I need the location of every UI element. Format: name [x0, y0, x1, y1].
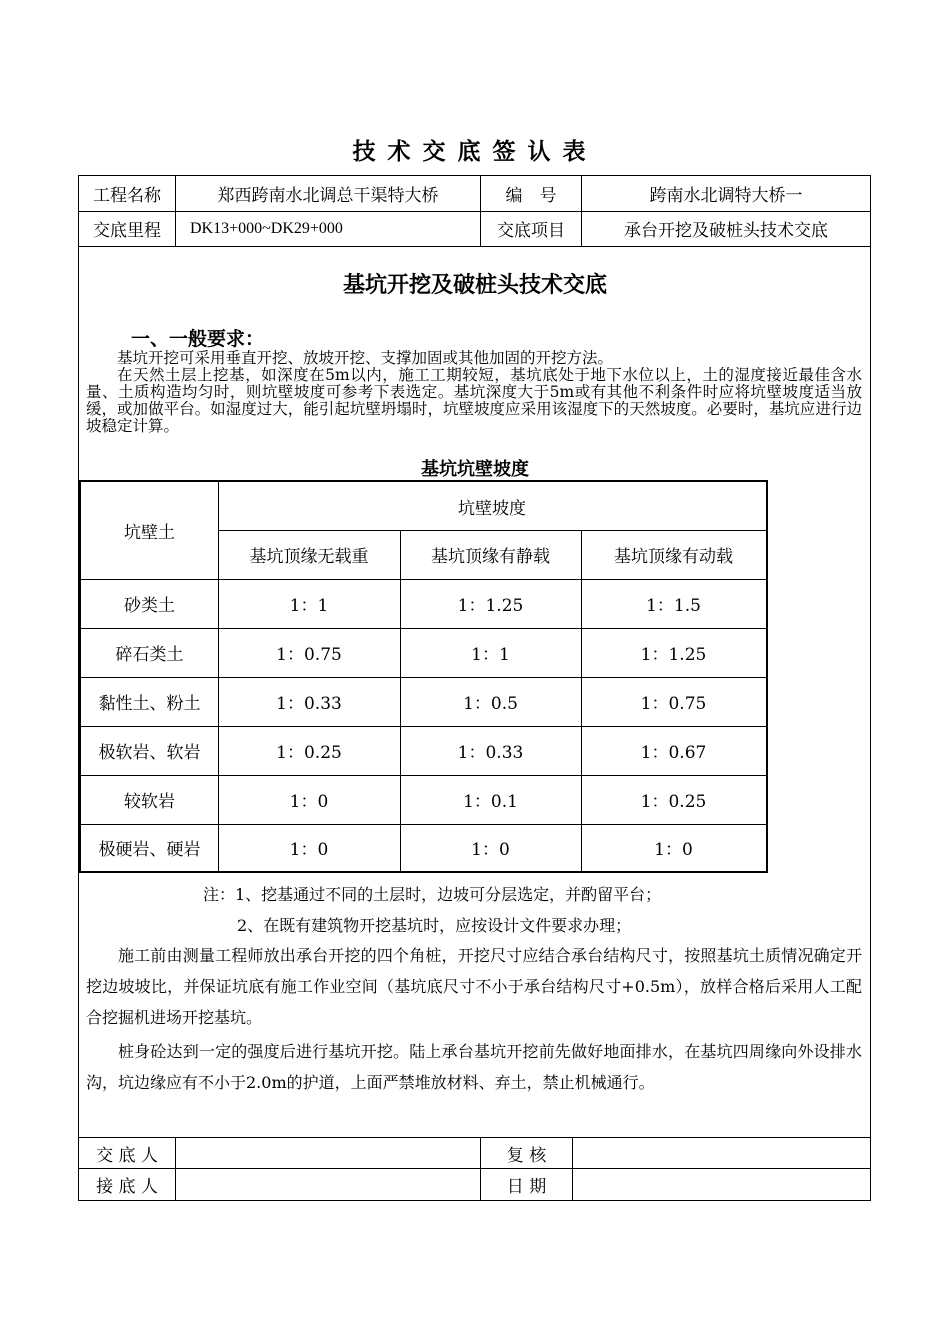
document-title: 技术交底签认表 — [352, 138, 598, 165]
item-value: 承台开挖及破桩头技术交底 — [581, 211, 870, 246]
slope-table-title: 基坑坑壁坡度 — [421, 459, 529, 480]
intro-paragraphs — [86, 350, 862, 435]
body-paragraph-4 — [86, 1036, 862, 1098]
note-2: 2、在既有建筑物开挖基坑时，应按设计文件要求办理； — [237, 916, 632, 935]
row-value: 1：1 — [471, 645, 510, 665]
main-heading: 基坑开挖及破桩头技术交底 — [342, 272, 607, 298]
row-soil-6: 极硬岩、硬岩 — [98, 840, 201, 860]
row-value: 1：0.25 — [276, 743, 342, 763]
body-paragraph-3 — [86, 940, 862, 1033]
project-name-value: 郑西跨南水北调总干渠特大桥 — [175, 176, 480, 211]
paragraph-3: 施工前由测量工程师放出承台开挖的四个角桩，开挖尺寸应结合承台结构尺寸，按照基坑土质情况确定开挖边坡坡比，并保证坑底有施工作业空间（基坑底尺寸不小于承台结构尺寸+0.5m），放样合格后采用人工配合挖掘机进场开挖基坑。 — [86, 946, 862, 1027]
review-label: 复 核 — [480, 1138, 572, 1169]
row-soil-3: 黏性土、粉土 — [98, 694, 201, 714]
row-value: 1：0 — [289, 840, 329, 860]
row-value: 1：0.75 — [640, 694, 707, 714]
paragraph-4: 桩身砼达到一定的强度后进行基坑开挖。陆上承台基坑开挖前先做好地面排水，在基坑四周缘向外设排水沟，坑边缘应有不小于2.0m的护道，上面严禁堆放材料、弃土，禁止机械通行。 — [86, 1042, 862, 1092]
project-name-label: 工程名称 — [93, 186, 161, 206]
subcol-header-1: 基坑顶缘无载重 — [249, 547, 369, 567]
col-group-header: 坑壁坡度 — [458, 498, 526, 519]
review-field[interactable] — [572, 1138, 870, 1169]
mileage-value: DK13+000~DK29+000 — [175, 211, 480, 246]
subcol-header-2: 基坑顶缘有静载 — [431, 547, 550, 567]
row-soil-4: 极软岩、软岩 — [98, 743, 201, 763]
paragraph-2: 在天然土层上挖基，如深度在5m以内，施工工期较短，基坑底处于地下水位以上，土的湿度接近最佳含水量、土质构造均匀时，则坑壁坡度可参考下表选定。基坑深度大于5m或有其他不利条件时应将坑壁坡度适当放缓，或加做平台。如湿度过大，能引起坑壁坍塌时，坑壁坡度应采用该湿度下的天然坡度。必要时，基坑应进行边坡稳定计算。 — [86, 366, 862, 435]
mileage-label: 交底里程 — [93, 221, 161, 241]
row-value: 1：1.25 — [640, 645, 707, 665]
col-soil-header: 坑壁土 — [124, 523, 175, 543]
section-general-requirements: 一、一般要求： — [131, 328, 265, 350]
row-value: 1：0.25 — [640, 792, 707, 812]
row-value: 1：1.25 — [457, 596, 524, 616]
date-label: 日 期 — [480, 1169, 572, 1200]
number-label: 编 号 — [480, 176, 581, 211]
header-row-mileage — [79, 211, 870, 247]
row-value: 1：0 — [289, 792, 329, 812]
discloser-label: 交 底 人 — [96, 1146, 158, 1166]
slope-table — [79, 480, 768, 873]
grid-line — [218, 530, 766, 531]
paragraph-1: 基坑开挖可采用垂直开挖、放坡开挖、支撑加固或其他加固的开挖方法。 — [117, 349, 614, 367]
receiver-field[interactable] — [175, 1169, 480, 1200]
header-row-project — [79, 176, 870, 212]
row-value: 1：0.5 — [463, 694, 518, 714]
row-value: 1：0 — [654, 840, 693, 860]
signature-row-1 — [79, 1137, 870, 1169]
row-value: 1：0.75 — [276, 645, 342, 665]
row-value: 1：0 — [471, 840, 510, 860]
number-value: 跨南水北调特大桥一 — [581, 176, 870, 211]
discloser-field[interactable] — [175, 1138, 480, 1169]
date-field[interactable] — [572, 1169, 870, 1200]
note-1: 注：1、挖基通过不同的土层时，边坡可分层选定，并酌留平台； — [203, 885, 662, 904]
signature-row-2 — [79, 1168, 870, 1200]
subcol-header-3: 基坑顶缘有动载 — [614, 547, 733, 567]
row-value: 1：0.33 — [276, 694, 342, 714]
row-soil-5: 较软岩 — [124, 792, 175, 812]
row-value: 1：0.33 — [457, 743, 524, 763]
row-value: 1：1.5 — [646, 596, 701, 616]
row-value: 1：1 — [289, 596, 329, 616]
item-label: 交底项目 — [480, 211, 581, 246]
row-value: 1：0.67 — [640, 743, 707, 763]
receiver-label: 接 底 人 — [96, 1177, 158, 1197]
row-soil-2: 碎石类土 — [115, 645, 184, 665]
row-value: 1：0.1 — [463, 792, 518, 812]
row-soil-1: 砂类土 — [124, 596, 175, 616]
